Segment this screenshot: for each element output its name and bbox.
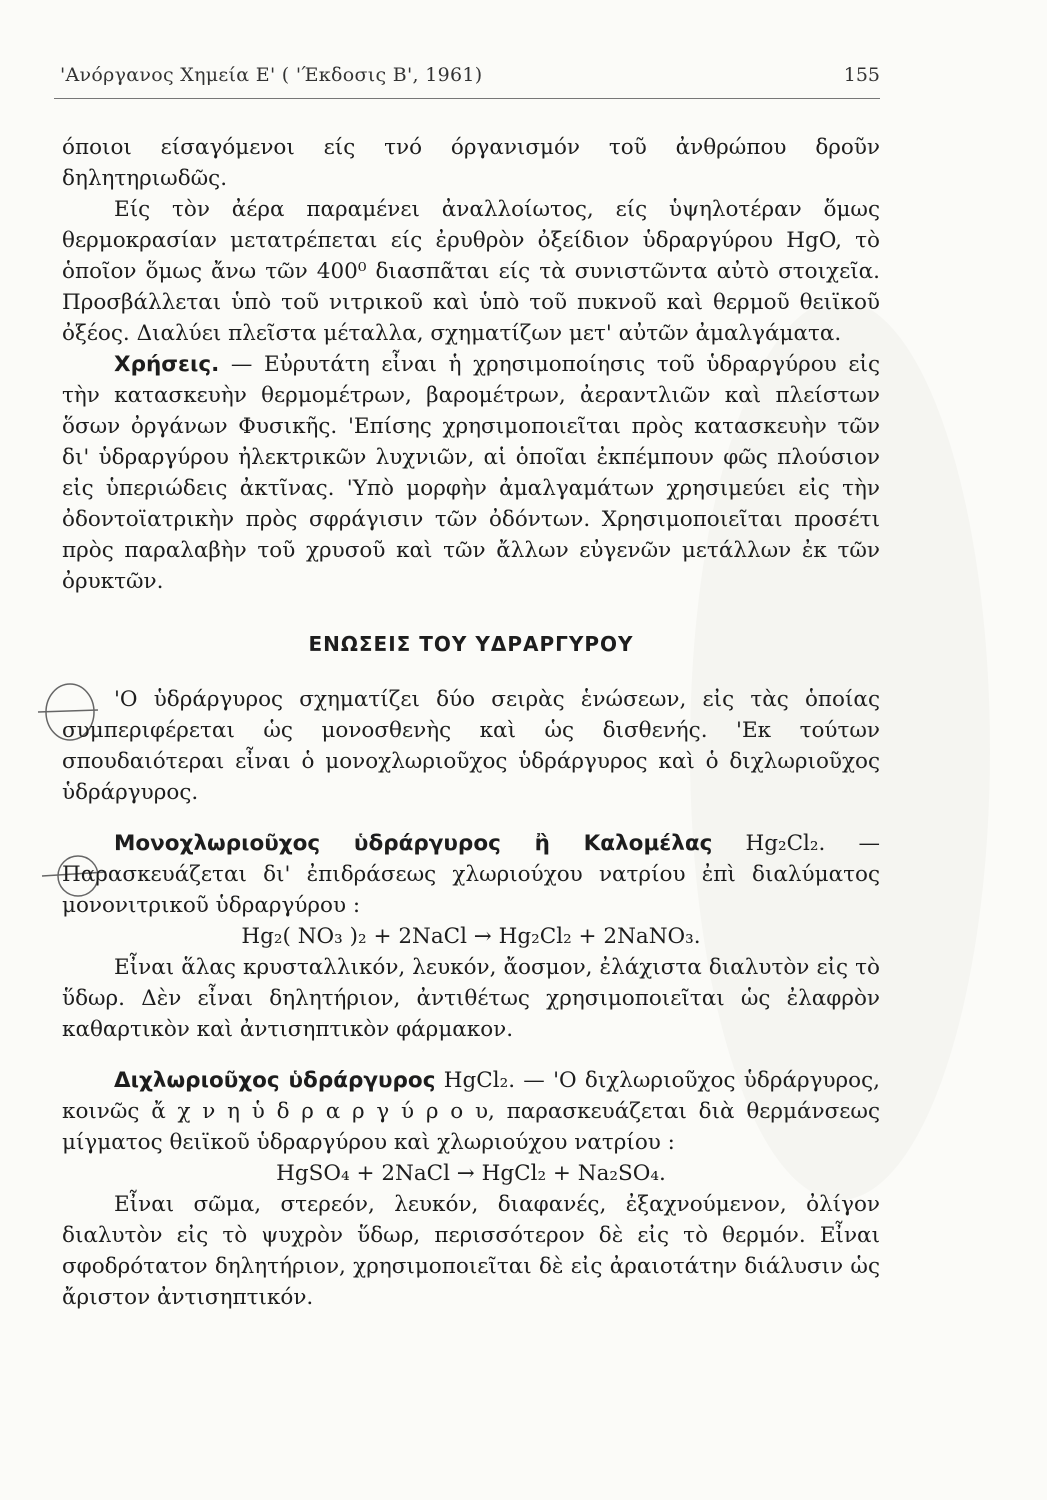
- intro-paragraph: 'Ο ὑδράργυρος σχηματίζει δύο σειρὰς ἑνώσεων, εἰς τὰς ὁποίας συμπεριφέρεται ὡς μονοσθενὴς καὶ ὡς δισθενής. 'Εκ τούτων σπουδαιότεραι εἶναι ὁ μονοχλωριοῦχος ὑδράργυρος καὶ ὁ διχλωριοῦχος ὑδράργυρος.: [62, 687, 880, 805]
- sublimate-paragraph: [62, 1065, 880, 1158]
- page-number: 155: [843, 64, 880, 86]
- running-header: [60, 64, 880, 98]
- calomel-equation: Hg₂( NO₃ )₂ + 2NaCl → Hg₂Cl₂ + 2NaNO₃.: [241, 924, 701, 949]
- calomel-prep: — Παρασκευάζεται δι' ἐπιδράσεως χλωριούχου νατρίου ἐπὶ διαλύματος μονονιτρικοῦ ὑδραργύρου :: [62, 831, 880, 918]
- uses-label: Χρήσεις.: [114, 352, 220, 377]
- calomel-title: Μονοχλωριοῦχος ὑδράργυρος ἢ Καλομέλας: [114, 831, 713, 856]
- uses-text: — Εὐρυτάτη εἶναι ἡ χρησιμοποίησις τοῦ ὑδραργύρου εἰς τὴν κατασκευὴν θερμομέτρων, βαρομέτρων, ἀεραντλιῶν καὶ πλείστων ὅσων ὀργάνων Φυσικῆς. 'Επίσης χρησιμοποιεῖται πρὸς κατασκευὴν τῶν δι' ὑδραργύρου ἠλεκτρικῶν λυχνιῶν, αἱ ὁποῖαι ἐκπέμπουν φῶς πλούσιον εἰς ὑπεριώδεις ἀκτῖνας. 'Υπὸ μορφὴν ἀμαλγαμάτων χρησιμεύει εἰς τὴν ὀδοντοϊατρικὴν πρὸς σφράγισιν τῶν ὀδόντων. Χρησιμοποιεῖται προσέτι πρὸς παραλαβὴν τοῦ χρυσοῦ καὶ τῶν ἄλλων εὐγενῶν μετάλλων ἐκ τῶν ὀρυκτῶν.: [62, 352, 880, 594]
- page-body: [62, 132, 880, 1313]
- calomel-description: Εἶναι ἅλας κρυσταλλικόν, λευκόν, ἄοσμον, ἐλάχιστα διαλυτὸν εἰς τὸ ὕδωρ. Δὲν εἶναι δηλητήριον, ἀντιθέτως χρησιμοποιεῖται ὡς ἐλαφρὸν καθαρτικὸν καὶ ἀντισηπτικὸν φάρμακον.: [62, 955, 880, 1042]
- paragraph: όποιοι είσαγόμενοι είς τνό όργανισμόν τοῦ ἀνθρώπου δροῦν δηλητηριωδῶς.: [62, 135, 880, 191]
- section-heading: ΕΝΩΣΕΙΣ ΤΟΥ ΥΔΡΑΡΓΥΡΟΥ: [308, 632, 634, 656]
- sublimate-prep: — 'Ο διχλωριοῦχος ὑδράργυρος, κοινῶς ἄ χ ν η ὑ δ ρ α ρ γ ύ ρ ο υ, παρασκευάζεται διὰ θερμάνσεως μίγματος θειϊκοῦ ὑδραργύρου καὶ χλωριούχου νατρίου :: [62, 1068, 880, 1155]
- spacer: [62, 1045, 880, 1065]
- sublimate-title: Διχλωριοῦχος ὑδράργυρος: [114, 1068, 436, 1093]
- uses-paragraph: [62, 349, 880, 597]
- book-title: 'Ανόργανος Χημεία Ε' ( 'Έκδοσις Β', 1961): [60, 64, 483, 86]
- calomel-formula: Hg₂Cl₂.: [745, 831, 826, 856]
- calomel-paragraph: [62, 828, 880, 921]
- sublimate-formula: HgCl₂.: [443, 1068, 516, 1093]
- header-rule: [54, 98, 880, 99]
- sublimate-equation: HgSO₄ + 2NaCl → HgCl₂ + Na₂SO₄.: [276, 1161, 666, 1186]
- spacer: [62, 808, 880, 828]
- paragraph: Είς τὸν ἀέρα παραμένει ἀναλλοίωτος, είς ὑψηλοτέραν ὅμως θερμοκρασίαν μετατρέπεται είς ἐρυθρὸν ὀξείδιον ὑδραργύρου HgO, τὸ ὁποῖον ὅμως ἄνω τῶν 400⁰ διασπᾶται είς τὰ συνιστῶντα αὐτὸ στοιχεῖα. Προσβάλλεται ὑπὸ τοῦ νιτρικοῦ καὶ ὑπὸ τοῦ πυκνοῦ καὶ θερμοῦ θειϊκοῦ ὀξέος. Διαλύει πλεῖστα μέταλλα, σχηματίζων μετ' αὐτῶν ἀμαλγάματα.: [62, 197, 880, 346]
- sublimate-description: Εἶναι σῶμα, στερεόν, λευκόν, διαφανές, ἐξαχνούμενον, ὀλίγον διαλυτὸν εἰς τὸ ψυχρὸν ὕδωρ, περισσότερον δὲ εἰς τὸ θερμόν. Εἶναι σφοδρότατον δηλητήριον, χρησιμοποιεῖται δὲ εἰς ἀραιοτάτην διάλυσιν ὡς ἄριστον ἀντισηπτικόν.: [62, 1192, 880, 1310]
